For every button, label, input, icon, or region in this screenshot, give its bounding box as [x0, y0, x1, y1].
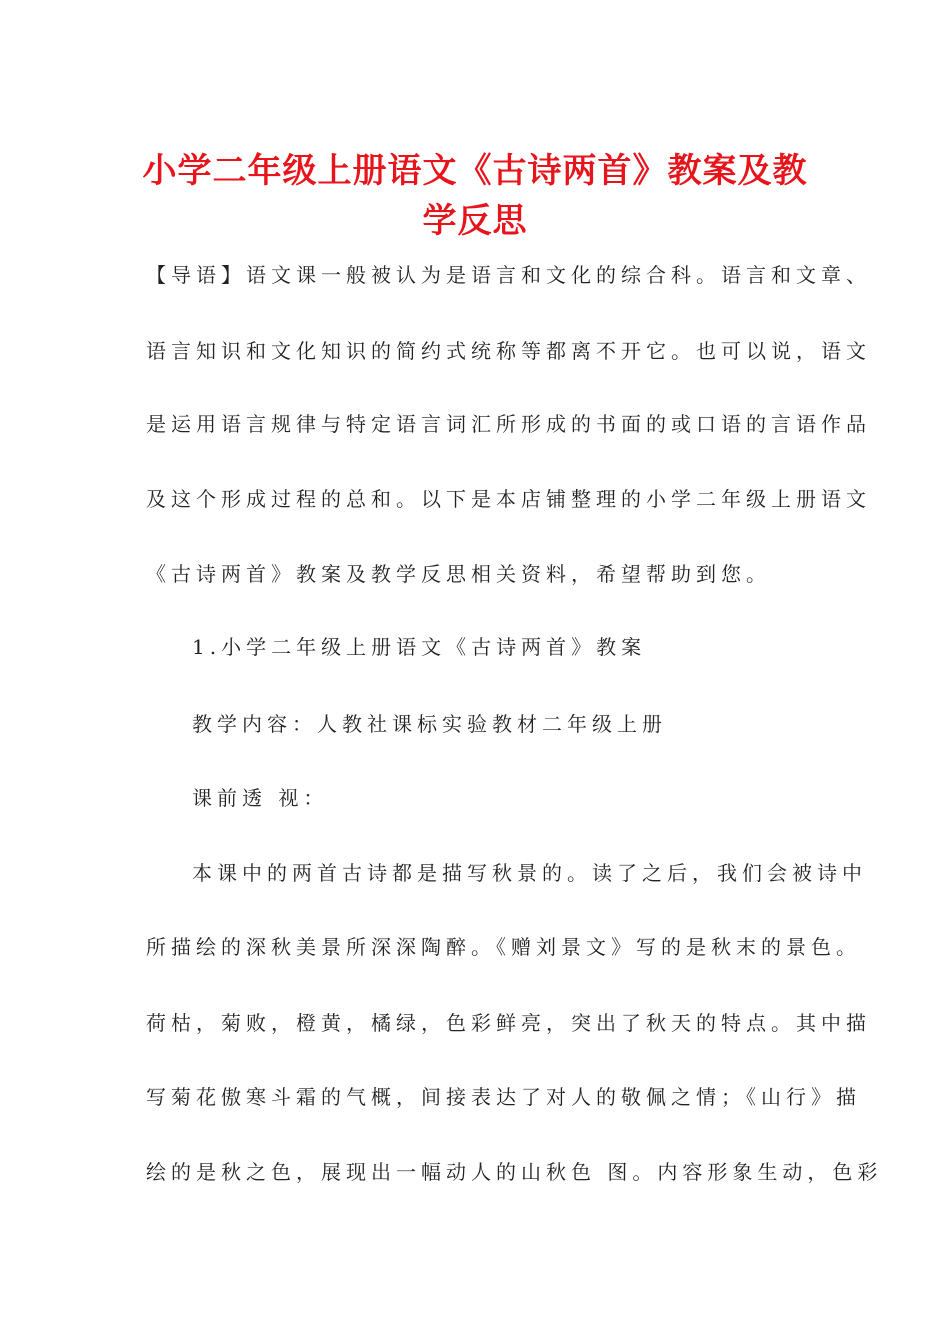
- intro-paragraph-line: 及这个形成过程的总和。以下是本店铺整理的小学二年级上册语文: [146, 487, 871, 511]
- document-title-line-2: 学反思: [422, 201, 528, 241]
- intro-paragraph-line: 《古诗两首》教案及教学反思相关资料，希望帮助到您。: [146, 562, 771, 586]
- document-title-line-1: 小学二年级上册语文《古诗两首》教案及教: [142, 151, 808, 191]
- intro-paragraph-line: 是运用语言规律与特定语言词汇所形成的书面的或口语的言语作品: [146, 412, 871, 436]
- section-heading: 1.小学二年级上册语文《古诗两首》教案: [192, 635, 647, 659]
- intro-paragraph-line: 【导语】语文课一般被认为是语言和文化的综合科。语言和文章、: [146, 263, 871, 287]
- preview-heading: 课前透 视：: [192, 786, 329, 810]
- intro-paragraph-line: 语言知识和文化知识的简约式统称等都离不开它。也可以说，语文: [146, 339, 871, 363]
- body-paragraph-line: 所描绘的深秋美景所深深陶醉。《赠刘景文》写的是秋末的景色。: [146, 935, 861, 959]
- teaching-content-line: 教学内容：人教社课标实验教材二年级上册: [192, 712, 667, 736]
- body-paragraph-line: 本课中的两首古诗都是描写秋景的。读了之后，我们会被诗中: [192, 861, 867, 885]
- body-paragraph-line: 绘的是秋之色，展现出一幅动人的山秋色 图。内容形象生动，色彩: [146, 1160, 883, 1184]
- body-paragraph-line: 荷枯，菊败，橙黄，橘绿，色彩鲜亮，突出了秋天的特点。其中描: [146, 1011, 871, 1035]
- body-paragraph-line: 写菊花傲寒斗霜的气概，间接表达了对人的敬佩之情；《山行》描: [146, 1085, 861, 1109]
